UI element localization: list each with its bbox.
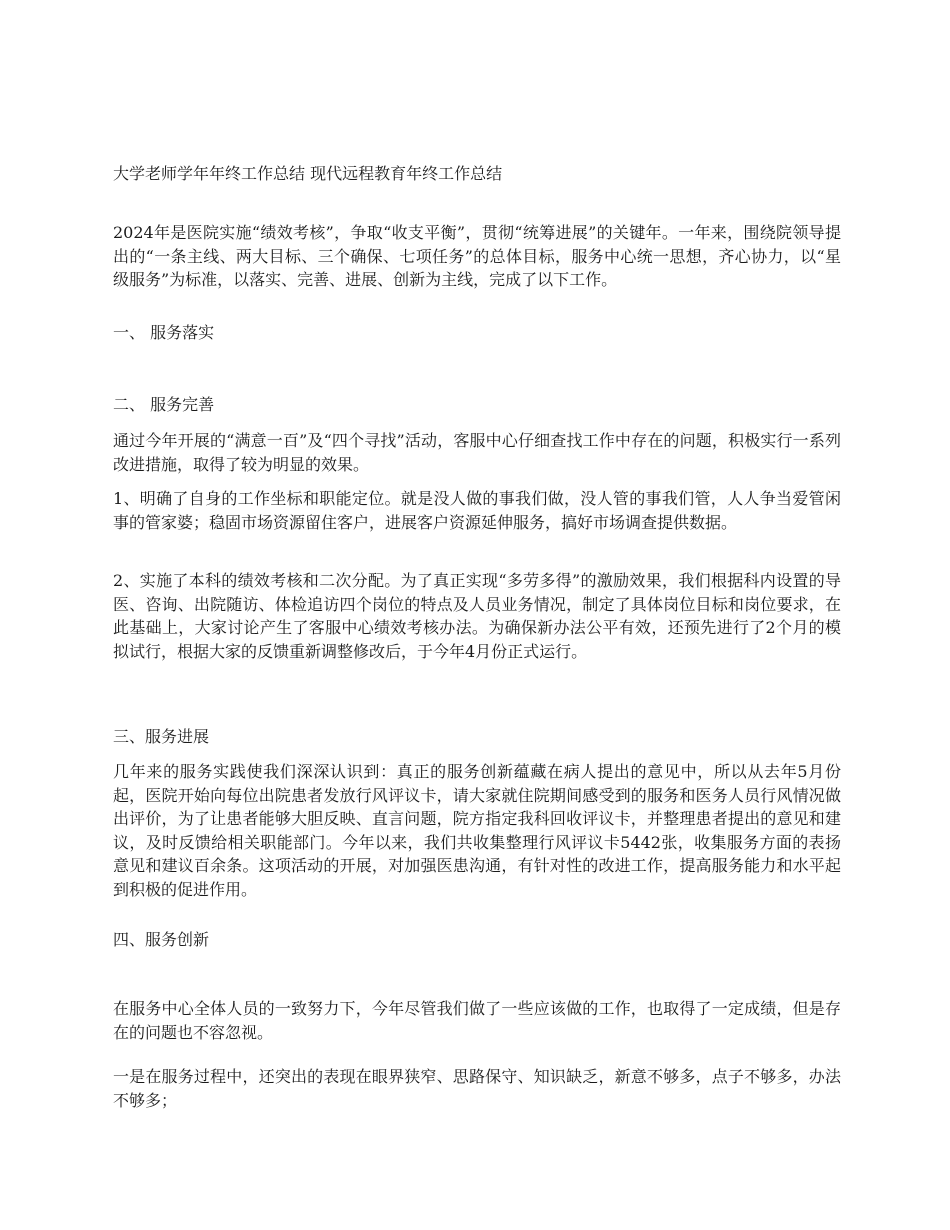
section3-paragraph-1: 几年来的服务实践使我们深深认识到：真正的服务创新蕴藏在病人提出的意见中，所以从去年5月份起，医院开始向每位出院患者发放行风评议卡，请大家就住院期间感受到的服务和医务人员行风情况做出评价，为了让患者能够大胆反映、直言问题，院方指定我科回收评议卡，并整理患者提出的意见和建议，及时反馈给相关职能部门。今年以来，我们共收集整理行风评议卡5442张，收集服务方面的表扬意见和建议百余条。这项活动的开展，对加强医患沟通，有针对性的改进工作，提高服务能力和水平起到积极的促进作用。 [113,762,841,899]
section-heading-4: 四、服务创新 [113,930,210,949]
intro-paragraph: 2024年是医院实施“绩效考核”，争取“收支平衡”，贯彻“统筹进展”的关键年。一年来，围绕院领导提出的“一条主线、两大目标、三个确保、七项任务”的总体目标，服务中心统一思想，齐心协力，以“星级服务”为标准，以落实、完善、进展、创新为主线，完成了以下工作。 [113,223,841,289]
section2-paragraph-3: 2、实施了本科的绩效考核和二次分配。为了真正实现“多劳多得”的激励效果，我们根据科内设置的导医、咨询、出院随访、体检追访四个岗位的特点及人员业务情况，制定了具体岗位目标和岗位要求，在此基础上，大家讨论产生了客服中心绩效考核办法。为确保新办法公平有效，还预先进行了2个月的模拟试行，根据大家的反馈重新调整修改后，于今年4月份正式运行。 [113,571,841,661]
section-heading-1: 一、 服务落实 [113,323,215,342]
section-heading-2: 二、 服务完善 [113,395,215,414]
document-title: 大学老师学年年终工作总结 现代远程教育年终工作总结 [113,164,503,183]
section2-paragraph-2: 1、明确了自身的工作坐标和职能定位。就是没人做的事我们做，没人管的事我们管，人人争当爱管闲事的管家婆；稳固市场资源留住客户，进展客户资源延伸服务，搞好市场调查提供数据。 [113,489,841,532]
section4-paragraph-1: 在服务中心全体人员的一致努力下，今年尽管我们做了一些应该做的工作，也取得了一定成绩，但是存在的问题也不容忽视。 [113,999,841,1042]
section-heading-3: 三、服务进展 [113,727,210,746]
section2-paragraph-1: 通过今年开展的“满意一百”及“四个寻找”活动，客服中心仔细查找工作中存在的问题，积极实行一系列改进措施，取得了较为明显的效果。 [113,431,841,474]
section4-paragraph-2: 一是在服务过程中，还突出的表现在眼界狭窄、思路保守、知识缺乏，新意不够多，点子不够多，办法不够多； [113,1067,841,1110]
